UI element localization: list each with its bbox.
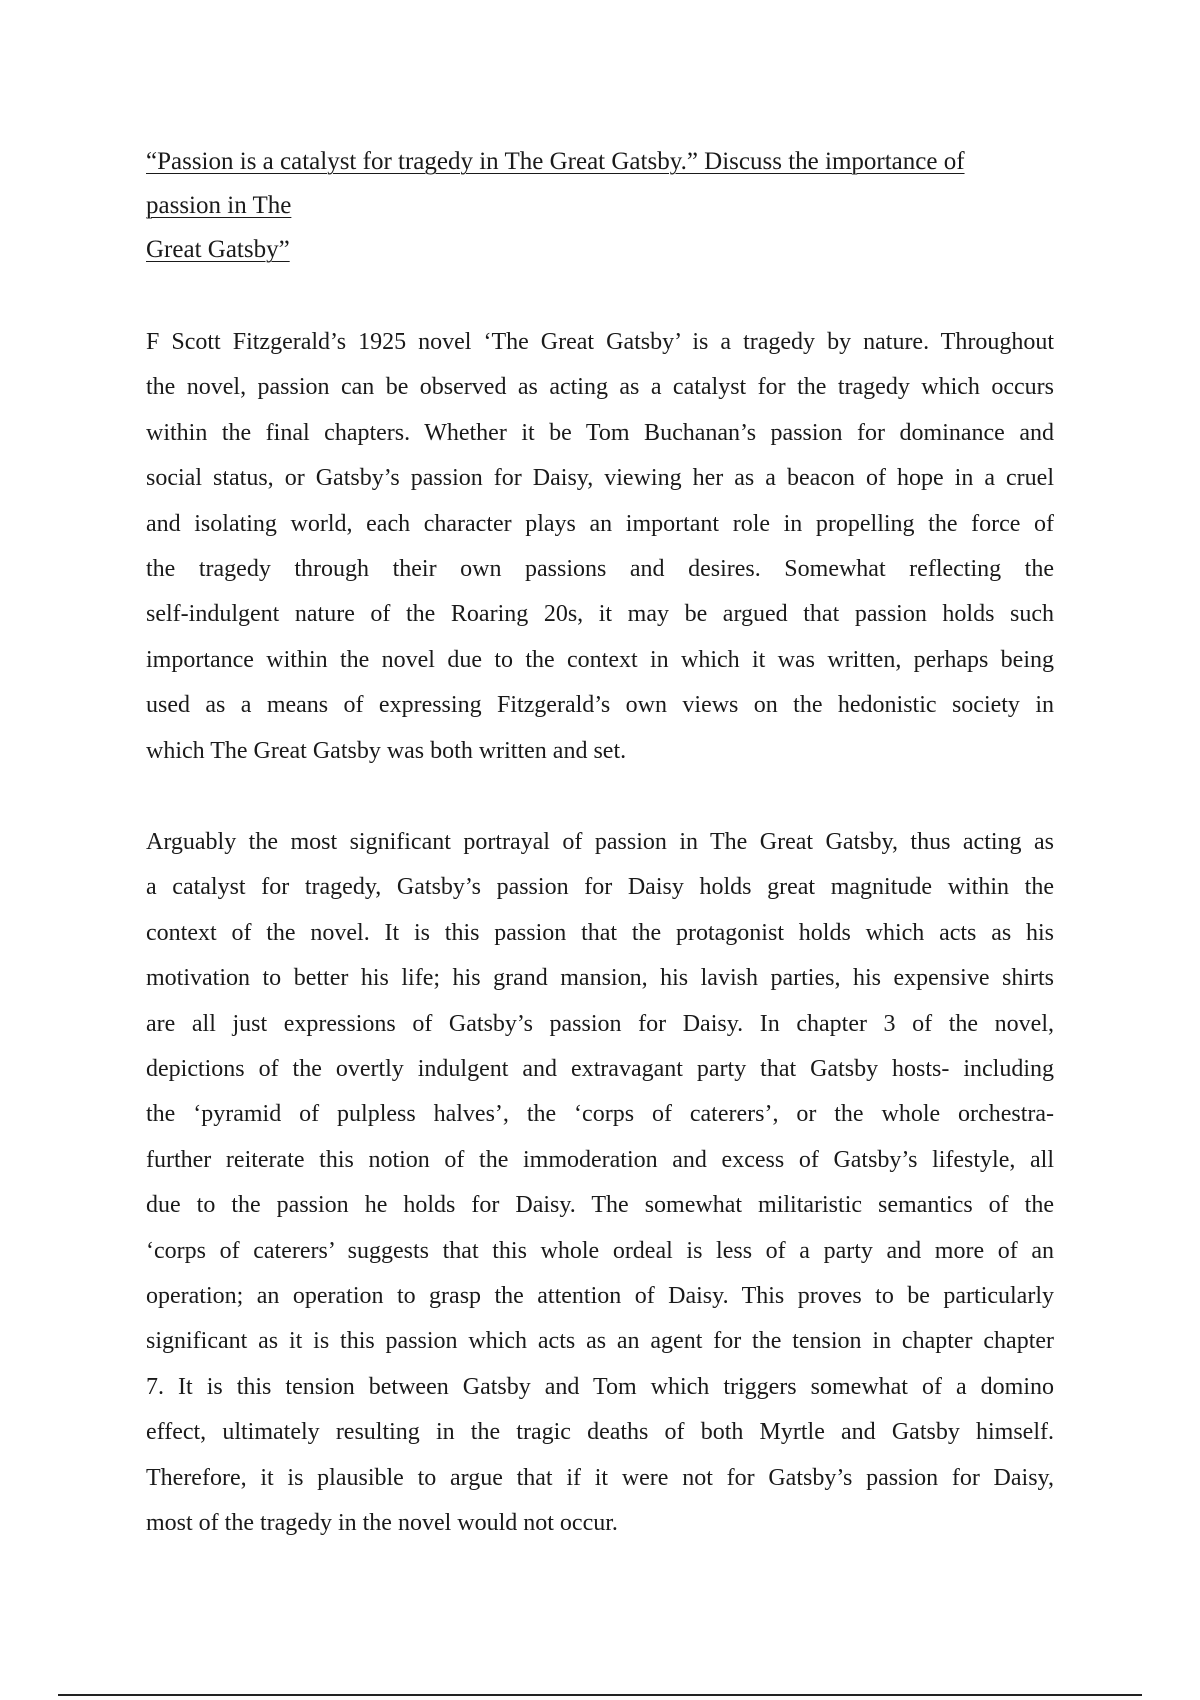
paragraph-line: Therefore, it is plausible to argue that if it were not for Gatsby’s passion for Daisy, bbox=[146, 1464, 1054, 1491]
paragraph-line: are all just expressions of Gatsby’s passion for Daisy. In chapter 3 of the novel, bbox=[146, 1010, 1054, 1037]
essay-title-line: Great Gatsby” bbox=[146, 236, 290, 263]
paragraph-line: used as a means of expressing Fitzgerald’s own views on the hedonistic society in bbox=[146, 692, 1054, 719]
paragraph-body bbox=[146, 820, 1054, 1547]
paragraph-line: significant as it is this passion which acts as an agent for the tension in chapter chapter bbox=[146, 1328, 1054, 1355]
essay-title-line: passion in The bbox=[146, 192, 292, 219]
paragraph-line: motivation to better his life; his grand mansion, his lavish parties, his expensive shirts bbox=[146, 965, 1054, 992]
essay-title bbox=[146, 140, 1066, 272]
paragraph-line: and isolating world, each character plays an important role in propelling the force of bbox=[146, 510, 1054, 537]
paragraph-line: F Scott Fitzgerald’s 1925 novel ‘The Great Gatsby’ is a tragedy by nature. Throughout bbox=[146, 329, 1054, 355]
page-bottom-rule bbox=[58, 1694, 1142, 1696]
paragraph-line: self-indulgent nature of the Roaring 20s, it may be argued that passion holds such bbox=[146, 601, 1054, 628]
paragraph-line: a catalyst for tragedy, Gatsby’s passion for Daisy holds great magnitude within the bbox=[146, 874, 1054, 901]
paragraph-line: Arguably the most significant portrayal of passion in The Great Gatsby, thus acting as bbox=[146, 829, 1054, 855]
paragraph-introduction bbox=[146, 320, 1054, 774]
paragraph-line: ‘corps of caterers’ suggests that this whole ordeal is less of a party and more of an bbox=[146, 1237, 1054, 1264]
paragraph-line: further reiterate this notion of the immoderation and excess of Gatsby’s lifestyle, all bbox=[146, 1146, 1054, 1173]
paragraph-line: importance within the novel due to the context in which it was written, perhaps being bbox=[146, 646, 1054, 673]
paragraph-line: the novel, passion can be observed as acting as a catalyst for the tragedy which occurs bbox=[146, 374, 1054, 401]
paragraph-line: context of the novel. It is this passion that the protagonist holds which acts as his bbox=[146, 919, 1054, 946]
paragraph-line: most of the tragedy in the novel would not occur. bbox=[146, 1510, 618, 1537]
paragraph-line: effect, ultimately resulting in the tragic deaths of both Myrtle and Gatsby himself. bbox=[146, 1419, 1054, 1446]
essay-title-line: “Passion is a catalyst for tragedy in The Great Gatsby.” Discuss the importance of bbox=[146, 148, 965, 175]
paragraph-line: operation; an operation to grasp the attention of Daisy. This proves to be particularly bbox=[146, 1283, 1054, 1310]
paragraph-line: social status, or Gatsby’s passion for Daisy, viewing her as a beacon of hope in a cruel bbox=[146, 465, 1054, 492]
paragraph-line: the tragedy through their own passions and desires. Somewhat reflecting the bbox=[146, 556, 1054, 583]
paragraph-line: which The Great Gatsby was both written and set. bbox=[146, 737, 627, 764]
paragraph-line: the ‘pyramid of pulpless halves’, the ‘corps of caterers’, or the whole orchestra- bbox=[146, 1101, 1054, 1128]
paragraph-line: within the final chapters. Whether it be Tom Buchanan’s passion for dominance and bbox=[146, 419, 1054, 446]
paragraph-line: depictions of the overtly indulgent and extravagant party that Gatsby hosts- including bbox=[146, 1056, 1054, 1083]
paragraph-line: due to the passion he holds for Daisy. The somewhat militaristic semantics of the bbox=[146, 1192, 1054, 1219]
paragraph-line: 7. It is this tension between Gatsby and Tom which triggers somewhat of a domino bbox=[146, 1373, 1054, 1400]
